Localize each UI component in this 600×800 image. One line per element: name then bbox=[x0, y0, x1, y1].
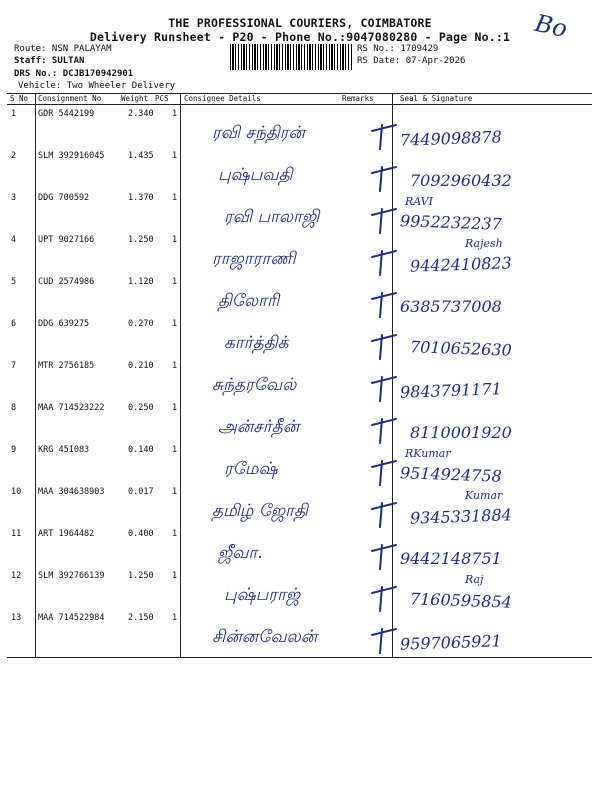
row-name-note-handwritten: Raj bbox=[465, 573, 484, 586]
row-weight: 0.210 bbox=[128, 361, 154, 371]
row-phone-handwritten: 7449098878 bbox=[399, 127, 503, 150]
row-weight: 2.340 bbox=[128, 109, 154, 119]
row-sno: 10 bbox=[11, 487, 22, 497]
signature-mark bbox=[368, 243, 408, 279]
row-consignee-handwritten: திலோரி bbox=[218, 291, 280, 311]
row-phone-handwritten: 6385737008 bbox=[400, 297, 502, 316]
barcode bbox=[230, 44, 352, 70]
row-consignee-handwritten: ரமேஷ் bbox=[224, 459, 278, 479]
signature-mark bbox=[368, 327, 408, 363]
row-phone-handwritten: 9843791171 bbox=[399, 379, 503, 402]
signature-stroke bbox=[372, 125, 396, 149]
col-consignee: Consignee Details bbox=[184, 94, 261, 103]
row-consignment-no: MAA 714522984 bbox=[38, 613, 105, 623]
signature-stroke bbox=[372, 419, 396, 443]
corner-handwritten-note: Bo bbox=[532, 8, 570, 44]
row-sno: 8 bbox=[11, 403, 17, 413]
row-sno: 7 bbox=[11, 361, 17, 371]
staff-label: Staff: SULTAN bbox=[14, 56, 85, 66]
row-pcs: 1 bbox=[172, 403, 178, 413]
route-label: Route: NSN PALAYAM bbox=[14, 44, 112, 54]
signature-mark bbox=[368, 621, 408, 657]
vehicle-label: Vehicle: Two Wheeler Delivery bbox=[18, 81, 176, 91]
company-title: THE PROFESSIONAL COURIERS, COIMBATORE bbox=[168, 16, 432, 30]
row-sno: 1 bbox=[11, 109, 17, 119]
row-sno: 12 bbox=[11, 571, 22, 581]
signature-mark bbox=[368, 411, 408, 447]
row-pcs: 1 bbox=[172, 235, 178, 245]
row-consignment-no: SLM 392766139 bbox=[38, 571, 105, 581]
row-phone-handwritten: 7010652630 bbox=[409, 337, 513, 360]
row-consignee-handwritten: ஜீவா. bbox=[218, 543, 263, 563]
row-phone-handwritten: 7160595854 bbox=[409, 589, 513, 612]
row-weight: 0.400 bbox=[128, 529, 154, 539]
rs-date: RS Date: 07-Apr-2026 bbox=[357, 56, 466, 66]
signature-mark bbox=[368, 537, 408, 573]
signature-stroke bbox=[372, 377, 396, 401]
col-sno: S No bbox=[10, 94, 29, 103]
row-consignment-no: SLM 392916045 bbox=[38, 151, 105, 161]
row-pcs: 1 bbox=[172, 445, 178, 455]
row-pcs: 1 bbox=[172, 487, 178, 497]
row-sno: 4 bbox=[11, 235, 17, 245]
row-weight: 0.270 bbox=[128, 319, 154, 329]
row-phone-handwritten: 8110001920 bbox=[410, 423, 512, 442]
signature-stroke bbox=[372, 251, 396, 275]
row-consignment-no: MAA 304638903 bbox=[38, 487, 105, 497]
row-consignee-handwritten: புஷ்பவதி bbox=[218, 165, 293, 185]
row-phone-handwritten: 9345331884 bbox=[409, 505, 513, 528]
column-divider bbox=[35, 93, 36, 658]
row-name-note-handwritten: Kumar bbox=[465, 489, 503, 502]
row-pcs: 1 bbox=[172, 529, 178, 539]
row-pcs: 1 bbox=[172, 193, 178, 203]
row-pcs: 1 bbox=[172, 277, 178, 287]
signature-mark bbox=[368, 285, 408, 321]
row-weight: 0.140 bbox=[128, 445, 154, 455]
row-sno: 13 bbox=[11, 613, 22, 623]
signature-mark bbox=[368, 201, 408, 237]
row-consignee-handwritten: அன்சர்தீன் bbox=[218, 417, 300, 437]
col-consignment: Consignment No bbox=[38, 94, 102, 103]
row-consignment-no: UPT 9027166 bbox=[38, 235, 95, 245]
row-consignment-no: DDG 700592 bbox=[38, 193, 90, 203]
table-header-border bbox=[7, 104, 592, 105]
table-bottom-border bbox=[7, 657, 592, 658]
signature-stroke bbox=[372, 545, 396, 569]
rs-no: RS No.: 1709429 bbox=[357, 44, 439, 54]
row-sno: 11 bbox=[11, 529, 22, 539]
row-sno: 9 bbox=[11, 445, 17, 455]
drs-label: DRS No.: DCJB170942901 bbox=[14, 69, 134, 79]
signature-stroke bbox=[372, 503, 396, 527]
row-weight: 1.120 bbox=[128, 277, 154, 287]
signature-stroke bbox=[372, 293, 396, 317]
signature-stroke bbox=[372, 335, 396, 359]
row-phone-handwritten: 9442148751 bbox=[400, 549, 502, 568]
row-weight: 2.150 bbox=[128, 613, 154, 623]
row-consignment-no: CUD 2574986 bbox=[38, 277, 95, 287]
row-weight: 1.250 bbox=[128, 235, 154, 245]
row-phone-handwritten: 9442410823 bbox=[409, 253, 513, 276]
row-consignee-handwritten: சுந்தரவேல் bbox=[212, 375, 297, 395]
signature-stroke bbox=[372, 587, 396, 611]
col-seal-signature: Seal & Signature bbox=[400, 94, 473, 103]
signature-mark bbox=[368, 579, 408, 615]
signature-stroke bbox=[372, 461, 396, 485]
row-consignee-handwritten: சின்னவேலன் bbox=[212, 627, 318, 647]
signature-mark bbox=[368, 369, 408, 405]
row-pcs: 1 bbox=[172, 571, 178, 581]
row-name-note-handwritten: Rajesh bbox=[465, 237, 503, 250]
row-sno: 3 bbox=[11, 193, 17, 203]
row-consignment-no: MAA 714523222 bbox=[38, 403, 105, 413]
col-pcs: PCS bbox=[155, 94, 169, 103]
row-sno: 5 bbox=[11, 277, 17, 287]
row-phone-handwritten: 9597065921 bbox=[399, 631, 503, 654]
signature-stroke bbox=[372, 167, 396, 191]
signature-mark bbox=[368, 495, 408, 531]
row-sno: 2 bbox=[11, 151, 17, 161]
row-consignment-no: KRG 451083 bbox=[38, 445, 90, 455]
row-consignee-handwritten: தமிழ் ஜோதி bbox=[212, 501, 308, 521]
row-phone-handwritten: 9514924758 bbox=[399, 463, 503, 486]
runsheet-title: Delivery Runsheet - P20 - Phone No.:9047080280 - Page No.:1 bbox=[89, 30, 511, 44]
col-weight: Weight bbox=[121, 94, 149, 103]
row-consignment-no: DDG 639275 bbox=[38, 319, 90, 329]
row-consignee-handwritten: புஷ்பராஜ் bbox=[224, 585, 301, 605]
row-weight: 1.250 bbox=[128, 571, 154, 581]
row-pcs: 1 bbox=[172, 319, 178, 329]
row-weight: 1.435 bbox=[128, 151, 154, 161]
row-consignee-handwritten: ரவி பாலாஜி bbox=[224, 207, 320, 227]
signature-mark bbox=[368, 117, 408, 153]
row-name-note-handwritten: RKumar bbox=[405, 447, 451, 460]
row-consignment-no: ART 1964482 bbox=[38, 529, 95, 539]
column-divider bbox=[180, 93, 181, 658]
row-weight: 0.250 bbox=[128, 403, 154, 413]
row-consignment-no: GDR 5442199 bbox=[38, 109, 95, 119]
row-consignee-handwritten: கார்த்திக் bbox=[224, 333, 289, 353]
row-pcs: 1 bbox=[172, 613, 178, 623]
signature-mark bbox=[368, 159, 408, 195]
signature-stroke bbox=[372, 209, 396, 233]
row-sno: 6 bbox=[11, 319, 17, 329]
row-phone-handwritten: 7092960432 bbox=[410, 171, 512, 190]
row-pcs: 1 bbox=[172, 109, 178, 119]
row-weight: 0.017 bbox=[128, 487, 154, 497]
row-pcs: 1 bbox=[172, 151, 178, 161]
row-name-note-handwritten: RAVI bbox=[405, 195, 433, 208]
col-remarks: Remarks bbox=[342, 94, 374, 103]
row-consignment-no: MTR 2756185 bbox=[38, 361, 95, 371]
signature-stroke bbox=[372, 629, 396, 653]
row-phone-handwritten: 9952232237 bbox=[399, 211, 503, 234]
row-consignee-handwritten: ராஜாராணி bbox=[212, 249, 296, 269]
row-consignee-handwritten: ரவி சந்திரன் bbox=[212, 123, 306, 143]
signature-mark bbox=[368, 453, 408, 489]
row-pcs: 1 bbox=[172, 361, 178, 371]
row-weight: 1.370 bbox=[128, 193, 154, 203]
